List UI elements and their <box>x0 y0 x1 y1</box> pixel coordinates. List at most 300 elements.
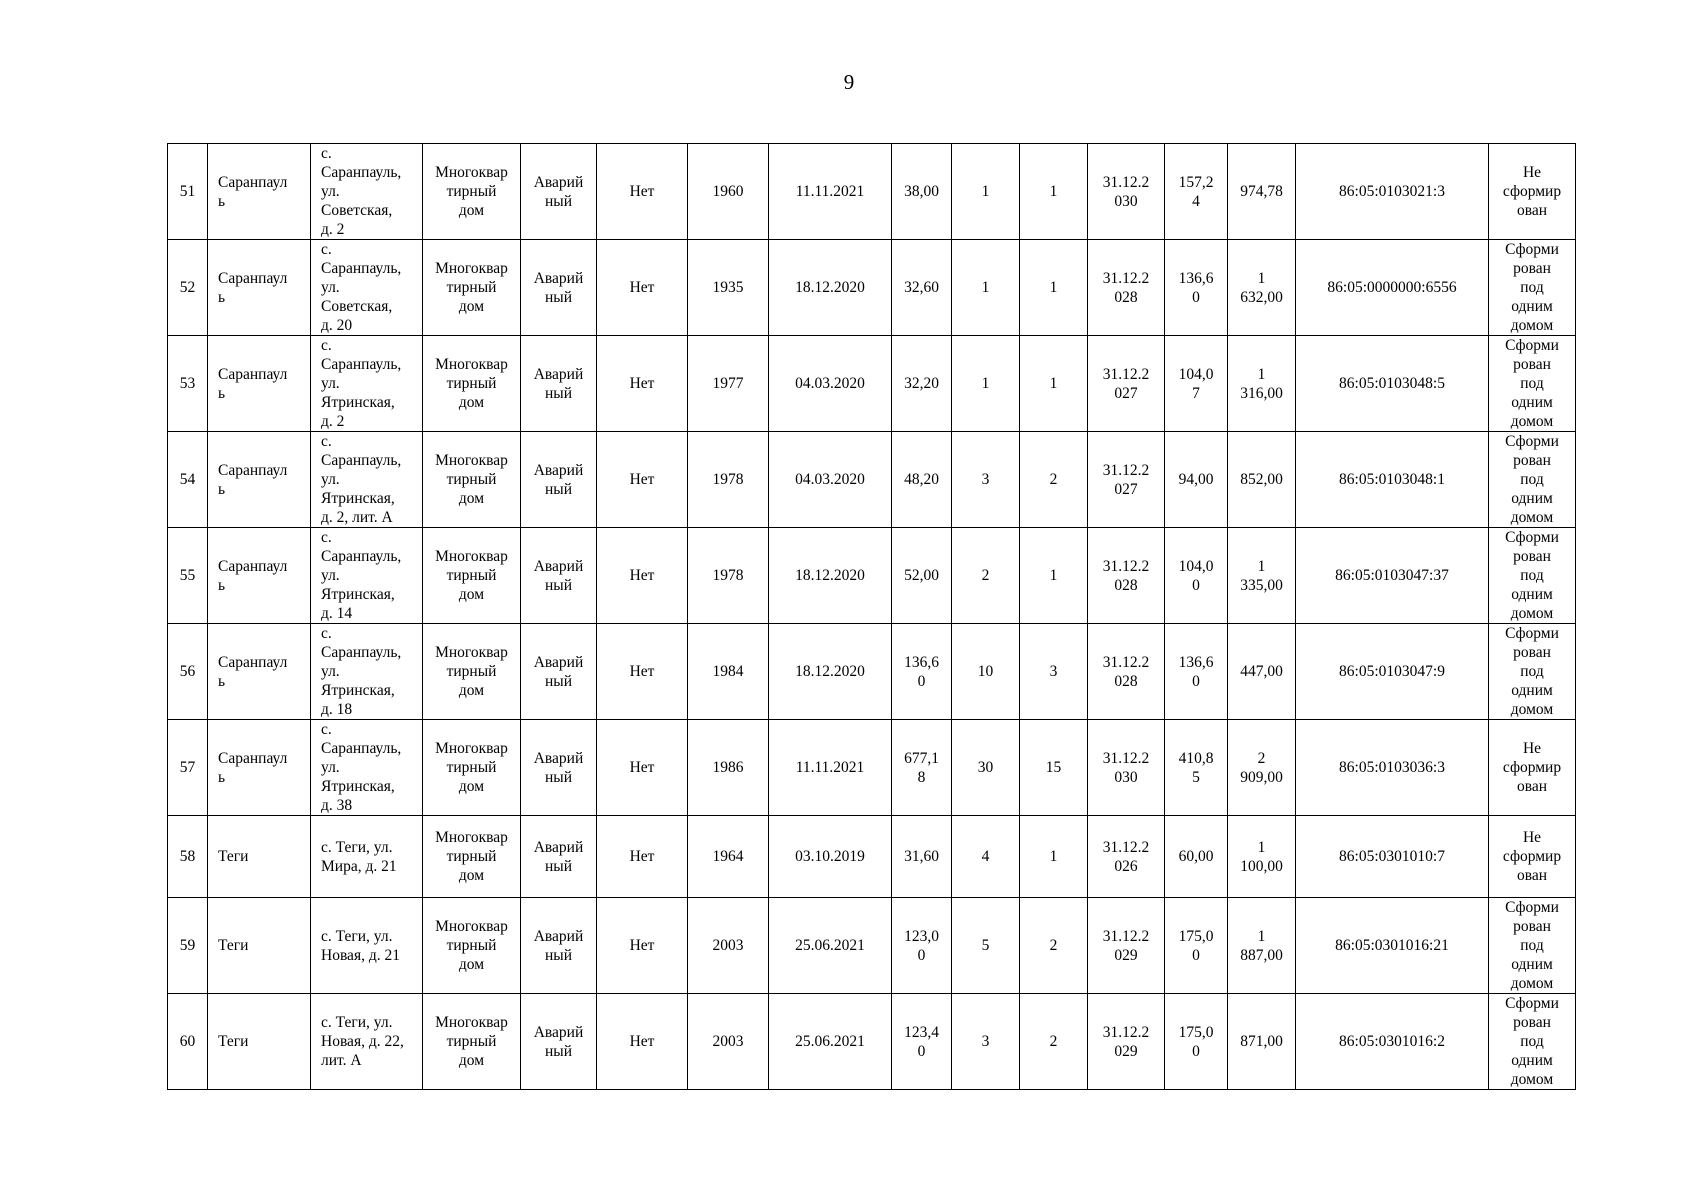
deadline-cell-text: 31.12.2 026 <box>1102 838 1150 875</box>
recognition-date-cell-text: 04.03.2020 <box>795 375 865 392</box>
deadline-cell-text: 31.12.2 027 <box>1102 461 1150 498</box>
rooms-cell <box>1020 432 1088 528</box>
recognition-date-cell-text: 11.11.2021 <box>795 759 865 776</box>
locality-cell-text: Саранпаул ь <box>218 557 288 594</box>
area-cell-text: 123,0 0 <box>904 927 939 964</box>
flag-cell <box>597 432 688 528</box>
row-number-cell <box>168 240 208 336</box>
residents-cell <box>952 816 1020 898</box>
table-row <box>168 432 1576 528</box>
cadastral-number-cell <box>1296 528 1489 624</box>
row-number-cell <box>168 624 208 720</box>
building-type-cell <box>423 816 521 898</box>
locality-cell <box>208 994 311 1090</box>
land-status-cell-text: Не сформир ован <box>1502 164 1562 219</box>
area-cell-text: 31,60 <box>904 848 939 865</box>
row-number-cell <box>168 432 208 528</box>
building-type-cell-text: Многоквар тирный дом <box>435 548 508 603</box>
building-type-cell <box>423 240 521 336</box>
cost-cell-text: 1 335,00 <box>1240 557 1283 594</box>
row-number-cell-text: 58 <box>179 848 196 865</box>
cadastral-number-cell <box>1296 898 1489 994</box>
building-type-cell-text: Многоквар тирный дом <box>435 452 508 507</box>
cadastral-number-cell-text: 86:05:0103021:3 <box>1339 183 1445 200</box>
recognition-date-cell <box>769 144 892 240</box>
building-type-cell-text: Многоквар тирный дом <box>435 164 508 219</box>
condition-cell-text: Аварий ный <box>533 461 584 498</box>
condition-cell-text: Аварий ный <box>533 653 584 690</box>
deadline-cell-text: 31.12.2 028 <box>1102 269 1150 306</box>
area-cell-text: 32,60 <box>904 279 939 296</box>
recognition-date-cell <box>769 432 892 528</box>
locality-cell <box>208 624 311 720</box>
building-type-cell <box>423 144 521 240</box>
recognition-date-cell-text: 25.06.2021 <box>795 937 865 954</box>
flag-cell <box>597 336 688 432</box>
deadline-cell <box>1088 528 1165 624</box>
rooms-cell-text: 1 <box>1049 279 1058 296</box>
residents-cell <box>952 240 1020 336</box>
cost-cell <box>1228 720 1296 816</box>
total-area-cell-text: 94,00 <box>1178 471 1214 488</box>
rooms-cell-text: 1 <box>1049 183 1058 200</box>
year-built-cell-text: 1935 <box>712 279 744 296</box>
building-type-cell <box>423 528 521 624</box>
address-cell <box>311 336 423 432</box>
deadline-cell <box>1088 720 1165 816</box>
land-status-cell-text: Сформи рован под одним домом <box>1505 899 1559 992</box>
cadastral-number-cell-text: 86:05:0103048:5 <box>1339 375 1445 392</box>
housing-registry-table <box>167 143 1576 1090</box>
total-area-cell <box>1165 432 1228 528</box>
address-cell <box>311 720 423 816</box>
residents-cell-text: 1 <box>981 183 990 200</box>
deadline-cell-text: 31.12.2 030 <box>1102 749 1150 786</box>
cost-cell <box>1228 898 1296 994</box>
total-area-cell <box>1165 144 1228 240</box>
land-status-cell-text: Не сформир ован <box>1502 740 1562 795</box>
flag-cell-text: Нет <box>629 1033 655 1050</box>
building-type-cell <box>423 898 521 994</box>
table-row <box>168 528 1576 624</box>
cadastral-number-cell-text: 86:05:0103048:1 <box>1339 471 1445 488</box>
deadline-cell <box>1088 898 1165 994</box>
land-status-cell <box>1489 240 1576 336</box>
year-built-cell <box>688 624 769 720</box>
cadastral-number-cell <box>1296 624 1489 720</box>
building-type-cell-text: Многоквар тирный дом <box>435 260 508 315</box>
flag-cell <box>597 994 688 1090</box>
table-row <box>168 720 1576 816</box>
total-area-cell-text: 410,8 5 <box>1178 749 1214 786</box>
condition-cell <box>521 720 597 816</box>
row-number-cell-text: 54 <box>179 471 196 488</box>
year-built-cell <box>688 816 769 898</box>
row-number-cell <box>168 898 208 994</box>
condition-cell <box>521 432 597 528</box>
condition-cell <box>521 336 597 432</box>
land-status-cell <box>1489 336 1576 432</box>
building-type-cell-text: Многоквар тирный дом <box>435 356 508 411</box>
residents-cell-text: 30 <box>977 759 994 776</box>
residents-cell <box>952 528 1020 624</box>
cadastral-number-cell-text: 86:05:0000000:6556 <box>1327 279 1457 296</box>
recognition-date-cell <box>769 528 892 624</box>
cost-cell <box>1228 624 1296 720</box>
condition-cell <box>521 528 597 624</box>
locality-cell <box>208 336 311 432</box>
area-cell <box>892 720 952 816</box>
year-built-cell <box>688 994 769 1090</box>
residents-cell <box>952 144 1020 240</box>
recognition-date-cell-text: 18.12.2020 <box>795 279 865 296</box>
row-number-cell-text: 52 <box>179 279 196 296</box>
cost-cell <box>1228 994 1296 1090</box>
total-area-cell-text: 175,0 0 <box>1178 1023 1214 1060</box>
locality-cell-text: Саранпаул ь <box>218 173 288 210</box>
building-type-cell-text: Многоквар тирный дом <box>435 1014 508 1069</box>
locality-cell-text: Теги <box>218 848 249 865</box>
residents-cell-text: 2 <box>981 567 990 584</box>
condition-cell-text: Аварий ный <box>533 927 584 964</box>
year-built-cell-text: 1978 <box>712 471 744 488</box>
row-number-cell-text: 53 <box>179 375 196 392</box>
area-cell-text: 32,20 <box>904 375 939 392</box>
area-cell <box>892 336 952 432</box>
table-row <box>168 144 1576 240</box>
address-cell-text: с. Саранпауль, ул. Ятринская, д. 2 <box>321 337 402 430</box>
residents-cell-text: 1 <box>981 375 990 392</box>
cost-cell-text: 447,00 <box>1240 663 1283 680</box>
row-number-cell <box>168 720 208 816</box>
land-status-cell-text: Сформи рован под одним домом <box>1505 337 1559 430</box>
land-status-cell-text: Сформи рован под одним домом <box>1505 433 1559 526</box>
area-cell <box>892 240 952 336</box>
address-cell-text: с. Саранпауль, ул. Советская, д. 2 <box>321 145 402 238</box>
rooms-cell-text: 1 <box>1049 375 1058 392</box>
condition-cell <box>521 624 597 720</box>
rooms-cell-text: 1 <box>1049 848 1058 865</box>
residents-cell <box>952 898 1020 994</box>
deadline-cell <box>1088 336 1165 432</box>
cost-cell <box>1228 144 1296 240</box>
cost-cell <box>1228 432 1296 528</box>
building-type-cell <box>423 994 521 1090</box>
locality-cell-text: Саранпаул ь <box>218 749 288 786</box>
condition-cell <box>521 144 597 240</box>
address-cell <box>311 816 423 898</box>
recognition-date-cell-text: 04.03.2020 <box>795 471 865 488</box>
residents-cell-text: 10 <box>977 663 994 680</box>
locality-cell <box>208 144 311 240</box>
cadastral-number-cell-text: 86:05:0103047:37 <box>1335 567 1449 584</box>
area-cell-text: 52,00 <box>904 567 939 584</box>
rooms-cell <box>1020 144 1088 240</box>
cadastral-number-cell <box>1296 720 1489 816</box>
area-cell-text: 123,4 0 <box>904 1023 939 1060</box>
recognition-date-cell <box>769 994 892 1090</box>
condition-cell-text: Аварий ный <box>533 838 584 875</box>
condition-cell-text: Аварий ный <box>533 173 584 210</box>
address-cell <box>311 240 423 336</box>
flag-cell <box>597 144 688 240</box>
total-area-cell-text: 104,0 0 <box>1178 557 1214 594</box>
residents-cell <box>952 720 1020 816</box>
locality-cell <box>208 720 311 816</box>
rooms-cell-text: 2 <box>1049 471 1058 488</box>
address-cell <box>311 144 423 240</box>
row-number-cell <box>168 144 208 240</box>
flag-cell-text: Нет <box>629 375 655 392</box>
total-area-cell <box>1165 994 1228 1090</box>
page-number: 9 <box>843 70 855 94</box>
residents-cell <box>952 994 1020 1090</box>
locality-cell <box>208 240 311 336</box>
rooms-cell <box>1020 994 1088 1090</box>
cadastral-number-cell <box>1296 432 1489 528</box>
cadastral-number-cell <box>1296 240 1489 336</box>
area-cell-text: 38,00 <box>904 183 939 200</box>
cost-cell-text: 1 887,00 <box>1240 927 1283 964</box>
deadline-cell <box>1088 432 1165 528</box>
row-number-cell-text: 56 <box>179 663 196 680</box>
condition-cell-text: Аварий ный <box>533 365 584 402</box>
address-cell <box>311 528 423 624</box>
area-cell <box>892 144 952 240</box>
building-type-cell-text: Многоквар тирный дом <box>435 918 508 973</box>
address-cell <box>311 898 423 994</box>
locality-cell <box>208 816 311 898</box>
total-area-cell-text: 157,2 4 <box>1178 173 1214 210</box>
address-cell-text: с. Теги, ул. Мира, д. 21 <box>321 838 397 875</box>
cadastral-number-cell-text: 86:05:0301016:21 <box>1335 937 1449 954</box>
total-area-cell <box>1165 624 1228 720</box>
building-type-cell <box>423 432 521 528</box>
total-area-cell-text: 104,0 7 <box>1178 365 1214 402</box>
rooms-cell <box>1020 898 1088 994</box>
condition-cell-text: Аварий ный <box>533 749 584 786</box>
address-cell <box>311 994 423 1090</box>
year-built-cell <box>688 528 769 624</box>
cadastral-number-cell <box>1296 336 1489 432</box>
row-number-cell-text: 57 <box>179 759 196 776</box>
year-built-cell-text: 1986 <box>712 759 744 776</box>
deadline-cell-text: 31.12.2 027 <box>1102 365 1150 402</box>
residents-cell <box>952 336 1020 432</box>
address-cell-text: с. Теги, ул. Новая, д. 21 <box>321 927 400 964</box>
residents-cell-text: 3 <box>981 1033 990 1050</box>
deadline-cell <box>1088 240 1165 336</box>
year-built-cell-text: 2003 <box>712 937 744 954</box>
rooms-cell-text: 3 <box>1049 663 1058 680</box>
cadastral-number-cell-text: 86:05:0301010:7 <box>1339 848 1445 865</box>
rooms-cell-text: 2 <box>1049 937 1058 954</box>
locality-cell-text: Саранпаул ь <box>218 653 288 690</box>
total-area-cell <box>1165 240 1228 336</box>
year-built-cell <box>688 336 769 432</box>
table-row <box>168 816 1576 898</box>
cost-cell <box>1228 816 1296 898</box>
flag-cell <box>597 240 688 336</box>
land-status-cell <box>1489 816 1576 898</box>
flag-cell <box>597 816 688 898</box>
rooms-cell <box>1020 816 1088 898</box>
cost-cell-text: 1 316,00 <box>1240 365 1283 402</box>
area-cell <box>892 624 952 720</box>
cost-cell <box>1228 528 1296 624</box>
deadline-cell <box>1088 816 1165 898</box>
land-status-cell <box>1489 528 1576 624</box>
land-status-cell <box>1489 898 1576 994</box>
cost-cell-text: 871,00 <box>1240 1033 1283 1050</box>
total-area-cell-text: 175,0 0 <box>1178 927 1214 964</box>
cadastral-number-cell-text: 86:05:0103036:3 <box>1339 759 1445 776</box>
recognition-date-cell <box>769 336 892 432</box>
rooms-cell <box>1020 336 1088 432</box>
rooms-cell-text: 1 <box>1049 567 1058 584</box>
address-cell-text: с. Саранпауль, ул. Ятринская, д. 2, лит. А <box>321 433 402 526</box>
row-number-cell-text: 55 <box>179 567 196 584</box>
flag-cell <box>597 720 688 816</box>
recognition-date-cell-text: 18.12.2020 <box>795 567 865 584</box>
registry-body <box>168 144 1576 1090</box>
area-cell-text: 677,1 8 <box>904 749 939 786</box>
flag-cell-text: Нет <box>629 471 655 488</box>
address-cell <box>311 432 423 528</box>
recognition-date-cell-text: 03.10.2019 <box>795 848 865 865</box>
address-cell-text: с. Саранпауль, ул. Советская, д. 20 <box>321 241 402 334</box>
year-built-cell <box>688 720 769 816</box>
residents-cell-text: 3 <box>981 471 990 488</box>
building-type-cell <box>423 624 521 720</box>
year-built-cell-text: 1964 <box>712 848 744 865</box>
recognition-date-cell <box>769 624 892 720</box>
rooms-cell <box>1020 624 1088 720</box>
locality-cell <box>208 432 311 528</box>
flag-cell-text: Нет <box>629 663 655 680</box>
cost-cell <box>1228 240 1296 336</box>
recognition-date-cell-text: 25.06.2021 <box>795 1033 865 1050</box>
year-built-cell <box>688 898 769 994</box>
recognition-date-cell <box>769 240 892 336</box>
residents-cell <box>952 432 1020 528</box>
deadline-cell-text: 31.12.2 028 <box>1102 557 1150 594</box>
building-type-cell-text: Многоквар тирный дом <box>435 829 508 884</box>
address-cell-text: с. Саранпауль, ул. Ятринская, д. 18 <box>321 625 402 718</box>
cadastral-number-cell-text: 86:05:0103047:9 <box>1339 663 1445 680</box>
condition-cell <box>521 816 597 898</box>
condition-cell <box>521 898 597 994</box>
total-area-cell <box>1165 720 1228 816</box>
recognition-date-cell-text: 11.11.2021 <box>795 183 865 200</box>
year-built-cell <box>688 144 769 240</box>
land-status-cell-text: Сформи рован под одним домом <box>1505 241 1559 334</box>
year-built-cell <box>688 432 769 528</box>
year-built-cell-text: 1978 <box>712 567 744 584</box>
total-area-cell-text: 136,6 0 <box>1178 653 1214 690</box>
year-built-cell-text: 1984 <box>712 663 744 680</box>
row-number-cell <box>168 528 208 624</box>
address-cell-text: с. Саранпауль, ул. Ятринская, д. 38 <box>321 721 402 814</box>
residents-cell-text: 1 <box>981 279 990 296</box>
building-type-cell <box>423 336 521 432</box>
deadline-cell-text: 31.12.2 029 <box>1102 927 1150 964</box>
deadline-cell <box>1088 994 1165 1090</box>
flag-cell <box>597 528 688 624</box>
row-number-cell-text: 60 <box>179 1033 196 1050</box>
land-status-cell <box>1489 624 1576 720</box>
flag-cell-text: Нет <box>629 183 655 200</box>
land-status-cell <box>1489 720 1576 816</box>
locality-cell-text: Теги <box>218 937 249 954</box>
residents-cell-text: 4 <box>981 848 990 865</box>
rooms-cell <box>1020 528 1088 624</box>
cost-cell <box>1228 336 1296 432</box>
cadastral-number-cell-text: 86:05:0301016:2 <box>1339 1033 1445 1050</box>
recognition-date-cell <box>769 816 892 898</box>
flag-cell <box>597 898 688 994</box>
residents-cell-text: 5 <box>981 937 990 954</box>
table-row <box>168 240 1576 336</box>
land-status-cell-text: Сформи рован под одним домом <box>1505 625 1559 718</box>
cost-cell-text: 1 100,00 <box>1240 838 1283 875</box>
year-built-cell-text: 2003 <box>712 1033 744 1050</box>
building-type-cell <box>423 720 521 816</box>
condition-cell <box>521 240 597 336</box>
recognition-date-cell <box>769 720 892 816</box>
condition-cell-text: Аварий ный <box>533 557 584 594</box>
cost-cell-text: 1 632,00 <box>1240 269 1283 306</box>
locality-cell-text: Теги <box>218 1033 249 1050</box>
area-cell <box>892 994 952 1090</box>
table-row <box>168 624 1576 720</box>
table-row <box>168 994 1576 1090</box>
flag-cell <box>597 624 688 720</box>
condition-cell-text: Аварий ный <box>533 1023 584 1060</box>
row-number-cell <box>168 994 208 1090</box>
land-status-cell-text: Сформи рован под одним домом <box>1505 995 1559 1088</box>
cadastral-number-cell <box>1296 816 1489 898</box>
land-status-cell <box>1489 432 1576 528</box>
area-cell-text: 48,20 <box>904 471 939 488</box>
condition-cell <box>521 994 597 1090</box>
flag-cell-text: Нет <box>629 279 655 296</box>
deadline-cell <box>1088 144 1165 240</box>
rooms-cell <box>1020 240 1088 336</box>
land-status-cell-text: Не сформир ован <box>1502 829 1562 884</box>
flag-cell-text: Нет <box>629 567 655 584</box>
area-cell <box>892 816 952 898</box>
rooms-cell-text: 2 <box>1049 1033 1058 1050</box>
flag-cell-text: Нет <box>629 937 655 954</box>
cost-cell-text: 974,78 <box>1240 183 1283 200</box>
row-number-cell <box>168 336 208 432</box>
table-row <box>168 898 1576 994</box>
rooms-cell-text: 15 <box>1045 759 1062 776</box>
recognition-date-cell-text: 18.12.2020 <box>795 663 865 680</box>
row-number-cell-text: 51 <box>179 183 196 200</box>
address-cell-text: с. Теги, ул. Новая, д. 22, лит. А <box>321 1014 404 1069</box>
total-area-cell <box>1165 898 1228 994</box>
deadline-cell <box>1088 624 1165 720</box>
locality-cell <box>208 898 311 994</box>
land-status-cell <box>1489 144 1576 240</box>
area-cell <box>892 432 952 528</box>
row-number-cell <box>168 816 208 898</box>
cadastral-number-cell <box>1296 144 1489 240</box>
area-cell <box>892 898 952 994</box>
row-number-cell-text: 59 <box>179 937 196 954</box>
